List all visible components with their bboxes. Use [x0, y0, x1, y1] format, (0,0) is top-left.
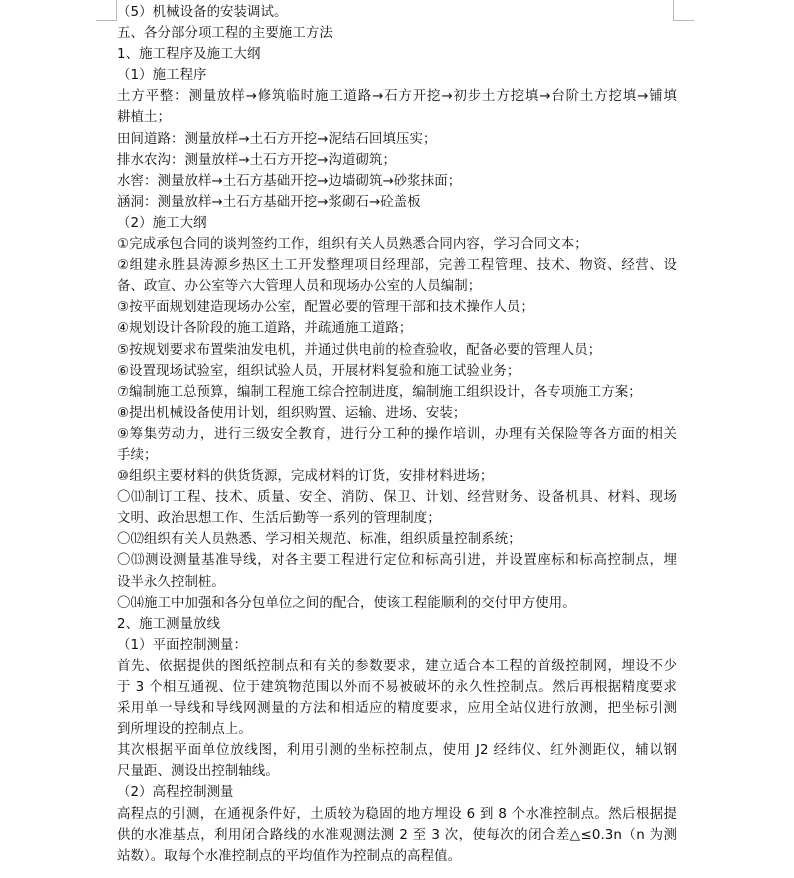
paragraph-plane-control-2: 于 3 个相互通视、位于建筑物范围以外而不易被破坏的永久性控制点。然后再根据精度要求 — [117, 680, 677, 695]
list-item-7: ⑦编制施工总预算，编制工程施工综合控制进度，编制施工组织设计，各专项施工方案； — [117, 384, 642, 400]
list-item-2-cont: 备、政宣、办公室等六大管理人员和现场办公室的人员编制； — [117, 279, 482, 295]
top-left-margin-mark — [96, 0, 117, 21]
item-machine-installation: （5）机械设备的安装调试。 — [117, 5, 288, 20]
list-item-10: ⑩组织主要材料的供货货源，完成材料的订货，安排材料进场； — [117, 469, 494, 485]
paragraph-plane-control-3: 采用单一导线和导线网测量的方法和相适应的精度要求，应用全站仪进行放测，把坐标引测 — [117, 701, 677, 717]
paragraph-water-cellar: 水窖：测量放样→土石方基础开挖→边墙砌筑→砂浆抹面； — [117, 173, 462, 189]
list-item-9: ⑨筹集劳动力，进行三级安全教育，进行分工种的操作培训，办理有关保险等各方面的相关 — [117, 426, 677, 442]
heading-elevation-control-survey: （2）高程控制测量 — [117, 785, 234, 801]
paragraph-axis-layout-1: 其次根据平面单位放线图，利用引测的坐标控制点，使用 J2 经纬仪、红外测距仪，辅以钢 — [117, 743, 677, 759]
paragraph-culvert: 涵洞：测量放样→土石方基础开挖→浆砌石→砼盖板 — [117, 194, 421, 210]
list-item-1: ①完成承包合同的谈判签约工作，组织有关人员熟悉合同内容，学习合同文本； — [117, 237, 588, 253]
heading-plane-control-survey: （1）平面控制测量： — [117, 637, 248, 653]
list-item-9-cont: 手续； — [117, 447, 158, 463]
list-item-12: 〇⑿组织有关人员熟悉、学习相关规范、标准，组织质量控制系统； — [117, 532, 522, 548]
paragraph-land-leveling-cont: 耕植土； — [117, 110, 171, 126]
paragraph-plane-control-4: 到所埋设的控制点上。 — [117, 722, 252, 738]
paragraph-elevation-1: 高程点的引测，在通视条件好，土质较为稳固的地方埋设 6 到 8 个水准控制点。然后根据提 — [117, 806, 677, 822]
list-item-4: ④规划设计各阶段的施工道路，并疏通施工道路； — [117, 321, 413, 337]
subsection-heading-survey-layout: 2、施工测量放线 — [117, 616, 221, 632]
list-item-13-cont: 设半永久控制桩。 — [117, 574, 225, 590]
section-heading-construction-methods: 五、各分部分项工程的主要施工方法 — [117, 26, 333, 42]
list-item-11-cont: 文明、政治思想工作、生活后勤等一系列的管理制度； — [117, 511, 441, 527]
list-item-8: ⑧提出机械设备使用计划，组织购置、运输、进场、安装； — [117, 405, 467, 421]
paragraph-land-leveling: 土方平整：测量放样→修筑临时施工道路→石方开挖→初步土方挖填→台阶土方挖填→铺填 — [117, 89, 677, 105]
paragraph-field-road: 田间道路：测量放样→土石方开挖→泥结石回填压实； — [117, 131, 437, 147]
list-item-6: ⑥设置现场试验室，组织试验人员，开展材料复验和施工试验业务； — [117, 363, 521, 379]
paragraph-plane-control-1: 首先、依据提供的图纸控制点和有关的参数要求，建立适合本工程的首级控制网，埋设不少 — [117, 658, 677, 674]
subsection-heading-procedure-outline: 1、施工程序及施工大纲 — [117, 47, 261, 63]
list-item-3: ③按平面规划建造现场办公室，配置必要的管理干部和技术操作人员； — [117, 300, 534, 316]
list-item-11: 〇⑾制订工程、技术、质量、安全、消防、保卫、计划、经营财务、设备机具、材料、现场 — [117, 490, 677, 506]
paragraph-axis-layout-2: 尺量距、测设出控制轴线。 — [117, 764, 279, 780]
paragraph-elevation-3: 站数）。取每个水准控制点的平均值作为控制点的高程值。 — [117, 848, 462, 864]
document-body — [117, 2, 677, 867]
list-item-13: 〇⒀测设测量基准导线，对各主要工程进行定位和标高引进，并设置座标和标高控制点，埋 — [117, 553, 677, 569]
paragraph-drainage-ditch: 排水农沟：测量放样→土石方开挖→沟道砌筑； — [117, 152, 396, 168]
list-item-5: ⑤按规划要求布置柴油发电机，并通过供电前的检查验收，配备必要的管理人员； — [117, 342, 602, 358]
list-item-2: ②组建永胜县涛源乡热区土工开发整理项目经理部，完善工程管理、技术、物资、经营、设 — [117, 258, 677, 274]
heading-construction-procedure: （1）施工程序 — [117, 68, 207, 84]
heading-construction-outline: （2）施工大纲 — [117, 215, 207, 231]
paragraph-elevation-2: 供的水准基点，利用闭合路线的水准观测法测 2 至 3 次，使每次的闭合差△≤0.3n（n 为测 — [117, 827, 677, 843]
list-item-14: 〇⒁施工中加强和各分包单位之间的配合，使该工程能顺利的交付甲方使用。 — [117, 595, 576, 611]
